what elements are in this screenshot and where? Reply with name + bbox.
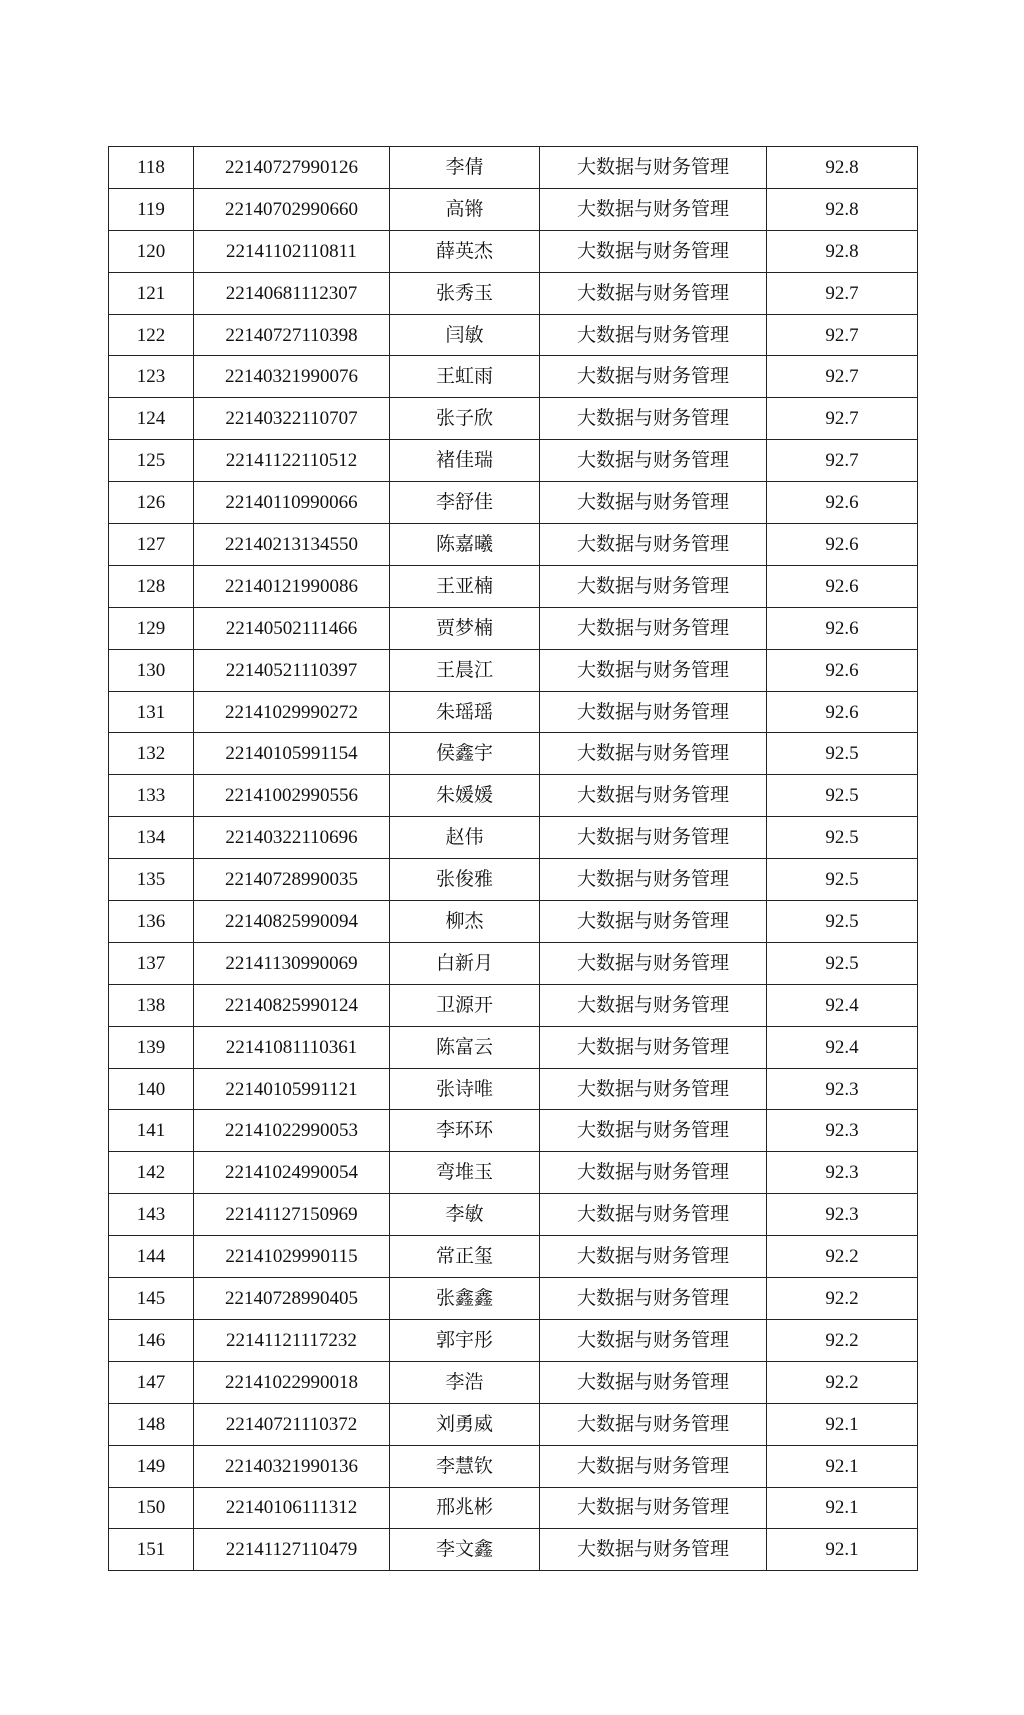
candidate-id-cell: 22140322110696 [194, 817, 390, 859]
major-cell: 大数据与财务管理 [540, 649, 767, 691]
row-number-cell: 149 [109, 1445, 194, 1487]
candidate-id-cell: 22140702990660 [194, 188, 390, 230]
score-cell: 92.5 [767, 733, 918, 775]
student-name-cell: 张秀玉 [390, 272, 540, 314]
score-cell: 92.8 [767, 230, 918, 272]
table-row [109, 524, 918, 566]
major-cell: 大数据与财务管理 [540, 147, 767, 189]
row-number-cell: 137 [109, 942, 194, 984]
candidate-id-cell: 22140825990124 [194, 984, 390, 1026]
table-row [109, 691, 918, 733]
major-cell: 大数据与财务管理 [540, 314, 767, 356]
student-name-cell: 高锵 [390, 188, 540, 230]
score-cell: 92.4 [767, 1026, 918, 1068]
row-number-cell: 146 [109, 1319, 194, 1361]
major-cell: 大数据与财务管理 [540, 1445, 767, 1487]
score-cell: 92.1 [767, 1487, 918, 1529]
score-cell: 92.3 [767, 1110, 918, 1152]
score-cell: 92.1 [767, 1529, 918, 1571]
student-name-cell: 郭宇彤 [390, 1319, 540, 1361]
candidate-id-cell: 22140728990405 [194, 1278, 390, 1320]
score-cell: 92.7 [767, 272, 918, 314]
candidate-id-cell: 22141029990115 [194, 1236, 390, 1278]
table-row [109, 1487, 918, 1529]
row-number-cell: 139 [109, 1026, 194, 1068]
table-row [109, 1194, 918, 1236]
score-cell: 92.6 [767, 565, 918, 607]
major-cell: 大数据与财务管理 [540, 272, 767, 314]
table-row [109, 1319, 918, 1361]
candidate-id-cell: 22141121117232 [194, 1319, 390, 1361]
row-number-cell: 123 [109, 356, 194, 398]
table-row [109, 649, 918, 691]
student-name-cell: 弯堆玉 [390, 1152, 540, 1194]
score-cell: 92.2 [767, 1361, 918, 1403]
row-number-cell: 131 [109, 691, 194, 733]
table-row [109, 1236, 918, 1278]
major-cell: 大数据与财务管理 [540, 691, 767, 733]
student-name-cell: 张鑫鑫 [390, 1278, 540, 1320]
score-cell: 92.5 [767, 859, 918, 901]
score-cell: 92.2 [767, 1236, 918, 1278]
row-number-cell: 138 [109, 984, 194, 1026]
score-cell: 92.2 [767, 1319, 918, 1361]
student-name-cell: 李敏 [390, 1194, 540, 1236]
score-cell: 92.1 [767, 1403, 918, 1445]
row-number-cell: 136 [109, 901, 194, 943]
candidate-id-cell: 22140121990086 [194, 565, 390, 607]
student-name-cell: 王亚楠 [390, 565, 540, 607]
student-name-cell: 张子欣 [390, 398, 540, 440]
score-cell: 92.6 [767, 691, 918, 733]
table-row [109, 984, 918, 1026]
table-row [109, 901, 918, 943]
table-row [109, 440, 918, 482]
candidate-id-cell: 22140825990094 [194, 901, 390, 943]
score-cell: 92.3 [767, 1152, 918, 1194]
score-cell: 92.7 [767, 398, 918, 440]
major-cell: 大数据与财务管理 [540, 1319, 767, 1361]
candidate-id-cell: 22141081110361 [194, 1026, 390, 1068]
row-number-cell: 129 [109, 607, 194, 649]
row-number-cell: 140 [109, 1068, 194, 1110]
major-cell: 大数据与财务管理 [540, 817, 767, 859]
candidate-id-cell: 22141022990053 [194, 1110, 390, 1152]
candidate-id-cell: 22141022990018 [194, 1361, 390, 1403]
student-name-cell: 陈嘉曦 [390, 524, 540, 566]
student-name-cell: 刘勇威 [390, 1403, 540, 1445]
student-name-cell: 邢兆彬 [390, 1487, 540, 1529]
score-cell: 92.8 [767, 188, 918, 230]
candidate-id-cell: 22141102110811 [194, 230, 390, 272]
row-number-cell: 148 [109, 1403, 194, 1445]
student-name-cell: 李浩 [390, 1361, 540, 1403]
candidate-id-cell: 22140213134550 [194, 524, 390, 566]
table-row [109, 817, 918, 859]
score-cell: 92.5 [767, 901, 918, 943]
table-row [109, 1445, 918, 1487]
candidate-id-cell: 22140727110398 [194, 314, 390, 356]
table-row [109, 1361, 918, 1403]
row-number-cell: 143 [109, 1194, 194, 1236]
row-number-cell: 119 [109, 188, 194, 230]
row-number-cell: 120 [109, 230, 194, 272]
table-row [109, 859, 918, 901]
table-row [109, 1026, 918, 1068]
major-cell: 大数据与财务管理 [540, 524, 767, 566]
row-number-cell: 132 [109, 733, 194, 775]
table-row [109, 1278, 918, 1320]
student-name-cell: 卫源开 [390, 984, 540, 1026]
major-cell: 大数据与财务管理 [540, 984, 767, 1026]
row-number-cell: 141 [109, 1110, 194, 1152]
row-number-cell: 150 [109, 1487, 194, 1529]
student-name-cell: 赵伟 [390, 817, 540, 859]
major-cell: 大数据与财务管理 [540, 942, 767, 984]
candidate-id-cell: 22140681112307 [194, 272, 390, 314]
student-name-cell: 贾梦楠 [390, 607, 540, 649]
row-number-cell: 128 [109, 565, 194, 607]
student-name-cell: 闫敏 [390, 314, 540, 356]
table-row [109, 314, 918, 356]
candidate-id-cell: 22141127110479 [194, 1529, 390, 1571]
major-cell: 大数据与财务管理 [540, 859, 767, 901]
score-cell: 92.3 [767, 1068, 918, 1110]
major-cell: 大数据与财务管理 [540, 607, 767, 649]
score-cell: 92.1 [767, 1445, 918, 1487]
score-cell: 92.5 [767, 817, 918, 859]
row-number-cell: 135 [109, 859, 194, 901]
row-number-cell: 145 [109, 1278, 194, 1320]
candidate-id-cell: 22141002990556 [194, 775, 390, 817]
table-row [109, 482, 918, 524]
candidate-id-cell: 22140502111466 [194, 607, 390, 649]
student-name-cell: 朱瑶瑶 [390, 691, 540, 733]
student-name-cell: 陈富云 [390, 1026, 540, 1068]
major-cell: 大数据与财务管理 [540, 775, 767, 817]
table-row [109, 272, 918, 314]
student-name-cell: 李文鑫 [390, 1529, 540, 1571]
major-cell: 大数据与财务管理 [540, 901, 767, 943]
candidate-id-cell: 22140322110707 [194, 398, 390, 440]
score-cell: 92.7 [767, 440, 918, 482]
student-score-table [108, 146, 918, 1571]
student-name-cell: 朱媛媛 [390, 775, 540, 817]
row-number-cell: 127 [109, 524, 194, 566]
major-cell: 大数据与财务管理 [540, 1026, 767, 1068]
score-cell: 92.3 [767, 1194, 918, 1236]
major-cell: 大数据与财务管理 [540, 440, 767, 482]
candidate-id-cell: 22140321990136 [194, 1445, 390, 1487]
student-name-cell: 李慧钦 [390, 1445, 540, 1487]
table-row [109, 356, 918, 398]
student-name-cell: 白新月 [390, 942, 540, 984]
table-row [109, 775, 918, 817]
table-row [109, 1110, 918, 1152]
row-number-cell: 142 [109, 1152, 194, 1194]
major-cell: 大数据与财务管理 [540, 1152, 767, 1194]
candidate-id-cell: 22141130990069 [194, 942, 390, 984]
student-name-cell: 常正玺 [390, 1236, 540, 1278]
table-row [109, 230, 918, 272]
row-number-cell: 130 [109, 649, 194, 691]
candidate-id-cell: 22140521110397 [194, 649, 390, 691]
major-cell: 大数据与财务管理 [540, 230, 767, 272]
score-cell: 92.8 [767, 147, 918, 189]
student-name-cell: 张俊雅 [390, 859, 540, 901]
candidate-id-cell: 22141122110512 [194, 440, 390, 482]
major-cell: 大数据与财务管理 [540, 1194, 767, 1236]
major-cell: 大数据与财务管理 [540, 1361, 767, 1403]
table-row [109, 147, 918, 189]
major-cell: 大数据与财务管理 [540, 1236, 767, 1278]
row-number-cell: 134 [109, 817, 194, 859]
table-row [109, 1152, 918, 1194]
major-cell: 大数据与财务管理 [540, 1403, 767, 1445]
candidate-id-cell: 22140105991121 [194, 1068, 390, 1110]
major-cell: 大数据与财务管理 [540, 1068, 767, 1110]
table-row [109, 942, 918, 984]
major-cell: 大数据与财务管理 [540, 356, 767, 398]
table-row [109, 1403, 918, 1445]
row-number-cell: 122 [109, 314, 194, 356]
table-row [109, 1529, 918, 1571]
student-name-cell: 柳杰 [390, 901, 540, 943]
score-cell: 92.4 [767, 984, 918, 1026]
student-name-cell: 李倩 [390, 147, 540, 189]
row-number-cell: 147 [109, 1361, 194, 1403]
candidate-id-cell: 22140728990035 [194, 859, 390, 901]
major-cell: 大数据与财务管理 [540, 1487, 767, 1529]
student-name-cell: 王虹雨 [390, 356, 540, 398]
major-cell: 大数据与财务管理 [540, 733, 767, 775]
student-name-cell: 李舒佳 [390, 482, 540, 524]
candidate-id-cell: 22140321990076 [194, 356, 390, 398]
score-cell: 92.6 [767, 607, 918, 649]
major-cell: 大数据与财务管理 [540, 1529, 767, 1571]
table-row [109, 188, 918, 230]
score-cell: 92.6 [767, 649, 918, 691]
major-cell: 大数据与财务管理 [540, 1278, 767, 1320]
table-body [109, 147, 918, 1571]
table-row [109, 607, 918, 649]
candidate-id-cell: 22141127150969 [194, 1194, 390, 1236]
table-row [109, 398, 918, 440]
score-cell: 92.5 [767, 942, 918, 984]
student-name-cell: 王晨江 [390, 649, 540, 691]
score-cell: 92.5 [767, 775, 918, 817]
score-cell: 92.6 [767, 482, 918, 524]
score-cell: 92.7 [767, 356, 918, 398]
candidate-id-cell: 22140727990126 [194, 147, 390, 189]
student-name-cell: 李环环 [390, 1110, 540, 1152]
row-number-cell: 121 [109, 272, 194, 314]
candidate-id-cell: 22140105991154 [194, 733, 390, 775]
major-cell: 大数据与财务管理 [540, 1110, 767, 1152]
student-name-cell: 薛英杰 [390, 230, 540, 272]
table-row [109, 733, 918, 775]
candidate-id-cell: 22141024990054 [194, 1152, 390, 1194]
student-name-cell: 褚佳瑞 [390, 440, 540, 482]
row-number-cell: 151 [109, 1529, 194, 1571]
score-cell: 92.7 [767, 314, 918, 356]
row-number-cell: 125 [109, 440, 194, 482]
score-cell: 92.2 [767, 1278, 918, 1320]
candidate-id-cell: 22140110990066 [194, 482, 390, 524]
candidate-id-cell: 22140721110372 [194, 1403, 390, 1445]
major-cell: 大数据与财务管理 [540, 565, 767, 607]
row-number-cell: 133 [109, 775, 194, 817]
table-row [109, 565, 918, 607]
candidate-id-cell: 22141029990272 [194, 691, 390, 733]
student-name-cell: 张诗唯 [390, 1068, 540, 1110]
candidate-id-cell: 22140106111312 [194, 1487, 390, 1529]
student-name-cell: 侯鑫宇 [390, 733, 540, 775]
row-number-cell: 118 [109, 147, 194, 189]
row-number-cell: 126 [109, 482, 194, 524]
major-cell: 大数据与财务管理 [540, 482, 767, 524]
row-number-cell: 144 [109, 1236, 194, 1278]
row-number-cell: 124 [109, 398, 194, 440]
major-cell: 大数据与财务管理 [540, 398, 767, 440]
major-cell: 大数据与财务管理 [540, 188, 767, 230]
score-cell: 92.6 [767, 524, 918, 566]
table-row [109, 1068, 918, 1110]
